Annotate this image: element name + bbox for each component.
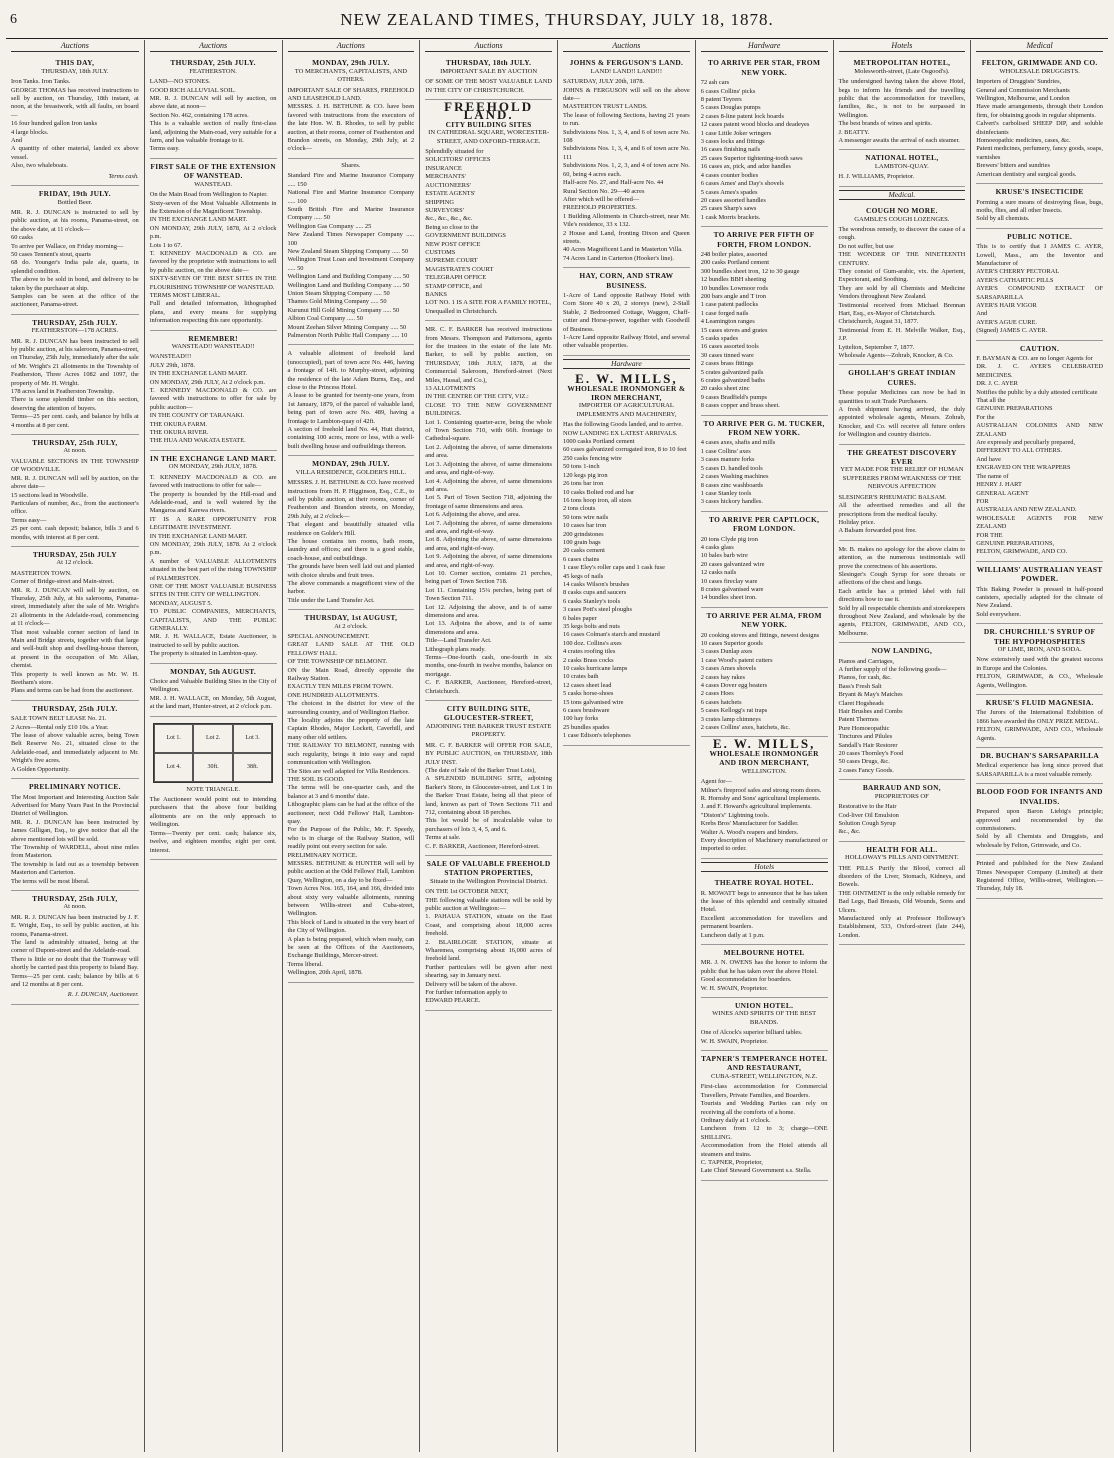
- advertisement: [288, 456, 415, 610]
- ad-subheading: LAMBTON-QUAY.: [874, 162, 929, 170]
- advertisement: [701, 512, 828, 608]
- column-heading: Auctions: [11, 42, 139, 52]
- advertisement: [701, 608, 828, 738]
- ad-heading: THEATRE ROYAL HOTEL.: [714, 878, 814, 888]
- advertisement: [701, 737, 828, 858]
- ad-heading: TO ARRIVE PER FIFTH OF FORTH, FROM LONDON.: [713, 230, 815, 249]
- ad-signature: Terms cash.: [108, 172, 139, 180]
- ad-body: Pianos and Carriages, A further supply of the following goods— Pianos, for cash, &c. Bass's Fresh Salt Bryant & May's Matches Claret Hogsheads Hair Brushes and Combs Patent Thermos Pure Homoeopathic Tinctures and Pilules Sandall's Hair Restorer 20 cases Thornley's Food 50 cases Drugs, &c. 2 cases Fancy Goods.: [838, 657, 947, 774]
- ad-body: Mr. B. makes no apology for the above claim to attention, as the numerous testimonials will prove the correctness of his assertions. Slesinger's Cough Syrup for sore throats or affections of the chest and lungs. Each article has a printed label with full directions how to use it. Sold by all respectable chemists and storekeepers throughout New Zealand, and wholesale by the agents, FELTON, GRIMWADE, AND CO., Melbourne.: [838, 545, 966, 637]
- advertiser-name: E. W. MILLS,: [575, 371, 678, 387]
- ad-body: T. KENNEDY MACDONALD & CO. are favored with instructions to offer for sale— The property is bounded by the Hill-road and Adelaide-road, and is well watered by the Mangaroa and Karewa rivers. IT IS A RARE OPPORTUNITY FOR LEGITIMATE INVESTMENT. IN THE EXCHANGE LAND MART. ON MONDAY, 29th JULY, 1878. At 2 o'clock p.m. A number of VALUABLE ALLOTMENTS situated in the best part of the rising TOWNSHIP of PALMERSTON. ONE OF THE MOST VALUABLE BUSINESS SITES IN THE CITY OF WELLINGTON. MONDAY, AUGUST 5. TO PUBLIC COMPANIES, MERCHANTS, CAPITALISTS, AND THE PUBLIC GENERALLY. MR. J. H. WALLACE, Estate Auctioneer, is instructed to sell by public auction. The property is situated in Lambton-quay.: [149, 473, 277, 658]
- advertisement: [288, 159, 415, 346]
- ad-subheading: WHOLESALE DRUGGISTS.: [999, 67, 1080, 75]
- advertisement: [425, 321, 552, 701]
- ad-heading: WHOLESALE IRONMONGER & IRON MERCHANT,: [567, 383, 686, 403]
- ad-heading: DR. BUCHAN'S SARSAPARILLA: [980, 751, 1100, 761]
- ad-subheading: Shares.: [341, 161, 361, 169]
- ad-body: Now extensively used with the greatest success in Europe and the Colonies. FELTON, GRIMWADE, & CO., Wholesale Agents, Wellington.: [976, 656, 1103, 689]
- ad-heading: SALE OF VALUABLE FREEHOLD STATION PROPERTIES,: [426, 858, 551, 878]
- ad-body: SLESINGER'S RHEUMATIC BALSAM. All the advertised remedies and all the prescriptions from the medical faculty. Holiday price. A Balsam forwarded post free.: [838, 493, 966, 535]
- ad-subheading: IN CATHEDRAL SQUARE, WORCESTER-STREET, AND OXFORD-TERRACE.: [428, 129, 550, 145]
- ad-body: 248 boiler plates, assorted 200 casks Portland cement 300 bundles sheet iron, 12 to 30 gauge 12 bundles BBH sheeting 10 bundles Lowmoor rods 200 bars angle and T iron 1 case patent padlocks 1 case forged nails 4 Leamington ranges 15 cases stoves and grates 5 casks spades 16 cases assorted tools 30 cases tinned ware 2 cases brass fittings 5 crates galvanized pails 6 crates galvanized baths 20 casks sheet zinc 9 cases Bradfield's pumps 8 cases copper and brass sheet.: [700, 250, 800, 410]
- ad-body: MR. R. J. DUNCAN is instructed to sell by public auction, at his rooms, Panama-street, on the above date, at 11 o'clock— 60 casks To arrive per Wallace, on Friday morning— 50 cases Tennent's stout, quarts 68 do. Younger's India pale ale, quarts, in splendid condition. The above to be sold in bond, and delivery to be taken by the purchaser at ship. Samples can be seen at the office of the auctioneer, Panama-street.: [11, 208, 139, 309]
- advertisement: [563, 55, 690, 268]
- ad-subheading: FEATHERSTON—178 ACRES.: [31, 327, 119, 335]
- ad-heading: THURSDAY, 25th JULY,: [32, 893, 118, 903]
- ad-body: Prepared upon Baron Liebig's principle; approved and recommended by the commissioners. Sold by all Chemists and Druggists, and wholesale by Felton, Grimwade, and Co.: [976, 808, 1103, 849]
- ad-subheading: At 12 o'clock.: [56, 559, 94, 567]
- column-1: [6, 40, 144, 1452]
- plan-caption: NOTE TRIANGLE.: [186, 785, 240, 793]
- ad-heading: THE GREATEST DISCOVERY EVER: [847, 447, 957, 467]
- ad-body: SATURDAY, JULY 20th, 1878. JOHNS & FERGUSON will sell on the above date— MASTERTON TRUST LANDS. The lease of following Sections, having 21 years to run. Subdivisions Nos. 1, 3, 4, and 6 of town acre No. 108 Subdivisions Nos. 1, 3, 4, and 6 of town acre No. 111 Subdivisions Nos. 1, 2, 3, and 4 of town acre No. 60, being 4 acres each. Half-acre No. 27, and Half-acre No. 44 Rural Section No. 29—40 acres After which will be offered— FREEHOLD PROPERTIES. 1 Building Allotments in Church-street, near Mr. Vile's residence, 33 x 132. 2 House and Land, fronting Dixon and Queen streets. 40 Acres Magnificent Land in Masterton Villa. 74 Acres Land in Carterton (Hooker's line).: [563, 78, 690, 262]
- ad-subheading: ON MONDAY, 29th JULY, 1878.: [168, 463, 258, 471]
- ad-body: First-class accommodation for Commercial Travellers, Private Families, and Boarders. Tourists and Wedding Parties can rely on receiving all the comforts of a home. Ordinary daily at 1 o'clock. Luncheon from 12 to 3; charge—ONE SHILLING. Accommodation from the Hotel attends all steamers and trains. C. TAPNER, Proprietor, Late Chief Steward Government s.s. Stella.: [700, 1083, 828, 1175]
- ad-body: Importers of Druggists' Sundries, General and Commission Merchants Wellington, Melbourne, and London Have made arrangements, through their London firm, for obtaining goods in regular shipments. Calvert's carbolised SHEEP DIP, and soluble disinfectants Homoeopathic medicines, cases, &c. Patent medicines, perfumery, fancy goods, soaps, varnishes Brewers' bitters and sundries American dentistry and surgical goods.: [976, 78, 1103, 178]
- ad-heading: THURSDAY, 25th JULY.: [32, 703, 118, 713]
- advertisement: [976, 341, 1103, 562]
- advertisement: [150, 664, 277, 717]
- advertisement: [11, 435, 139, 547]
- advertisement: [11, 547, 139, 701]
- ad-body: Has the following Goods landed, and to arrive. NOW LANDING EX LATEST ARRIVALS. 1000 casks Portland cement 60 cases galvanized corrugated iron, 8 to 10 feet 250 casks fencing wire 50 tons 1-inch 120 kegs pig iron 26 tons bar iron 10 casks Bolted rod and bar 16 tons hoop iron, all sizes 2 tons clouts 50 tons wire nails 10 cases bar iron 200 grindstones 100 grain bags 20 casks cement 6 cases chains 1 case Eley's roller caps and 1 cask fuse 45 kegs of nails 14 casks Wilson's brushes 8 casks cups and saucers 6 casks Stanley's tools 3 cases Pott's steel ploughs 6 bales paper 35 kegs bolts and nuts 16 cases Colman's starch and mustard 100 doz. Collins's axes 4 crates roofing tiles 2 casks Brass cocks 10 casks hurricane lamps 10 crates bath 12 cases sheet lead 5 casks horse-shoes 15 tons galvanised wire 6 cases brushware 100 hay forks 25 bundles spades 1 case Edison's telephones: [563, 421, 687, 740]
- ad-body: One of Alcock's superior billiard tables. W. H. SWAIN, Proprietor.: [700, 1029, 803, 1045]
- ad-heading: UNION HOTEL.: [735, 1001, 794, 1011]
- column-4: [419, 40, 557, 1452]
- ad-body: This is to certify that I JAMES C. AYER, Lowell, Mass., am the Inventor and Manufacturer of AYER'S CHERRY PECTORAL AYER'S CATHARTIC PILLS AYER'S COMPOUND EXTRACT OF SARSAPARILLA AYER'S HAIR VIGOR And AYER'S AGUE CURE. (Signed) JAMES C. AYER.: [976, 243, 1103, 335]
- advertisement: [11, 186, 139, 315]
- column-2: [144, 40, 282, 1452]
- ad-body: SALE TOWN BELT LEASE No. 21. 2 Acres—Rental only £10 10s. a Year. The lease of above valuable acres, being Town Belt Reserve No. 21, situated close to the Adelaide-road, and immediately adjacent to Mr. Wright's five acres. A Golden Opportunity.: [11, 715, 139, 773]
- advertisement: [976, 562, 1103, 624]
- ad-heading: THURSDAY, 25th JULY.: [170, 58, 256, 68]
- advertisement: [839, 150, 966, 186]
- ad-heading: MONDAY, 29th JULY.: [312, 58, 390, 68]
- ad-body: MESSRS. J. H. BETHUNE & CO. have received instructions from H. P. Higginson, Esq., C.E., to sell by public auction, at their rooms, corner of Featherston and Brandon streets, on Monday, 29th July, at 2 o'clock— That elegant and beautifully situated villa residence on Golder's Hill. The house contains ten rooms, bath room, laundry and offices; and there is a good stable, coach-house, and outbuildings. The grounds have been well laid out and planted with choice shrubs and fruit trees. The above commands a magnificent view of the harbor. Title under the Land Transfer Act.: [287, 479, 415, 604]
- ad-subheading: WANSTEAD.: [194, 180, 233, 188]
- advertisement: [563, 372, 690, 745]
- ad-heading: THURSDAY, 25th JULY: [32, 549, 117, 559]
- ad-heading: BLOOD FOOD FOR INFANTS AND INVALIDS.: [976, 787, 1103, 806]
- ad-body: MR. J. N. OWENS has the honor to inform the public that he has taken over the above Hotel. Good accommodation for boarders. W. H. SWAIN, Proprietor.: [700, 959, 828, 992]
- column-5: [557, 40, 695, 1452]
- ad-subheading: HOLLOWAY'S PILLS AND OINTMENT.: [845, 854, 959, 862]
- advertisement: [150, 717, 277, 860]
- ad-body: F. BAYMAN & CO. are no longer Agents for DR. J. C. AYER'S CELEBRATED MEDICINES. DR. J. C. AYER Notifies the public by a duly attested certificate That all the GENUINE PREPARATIONS For the AUSTRALIAN COLONIES AND NEW ZEALAND Are expressly and peculiarly prepared, DIFFERENT TO ALL OTHERS. And have ENGRAVED ON THE WRAPPERS The name of HENRY J. HART GENERAL AGENT FOR AUSTRALIA AND NEW ZEALAND. WHOLESALE AGENTS FOR NEW ZEALAND FOR THE GENUINE PREPARATIONS, FELTON, GRIMWADE, AND CO.: [976, 355, 1103, 556]
- plan-lot: 38ft.: [233, 753, 272, 782]
- advertisement: [150, 55, 277, 158]
- ad-body: WANSTEAD!!! JULY 29th, 1878. IN THE EXCHANGE LAND MART. ON MONDAY, 29th JULY, At 2 o'clock p.m. T. KENNEDY MACDONALD & CO. are favored with instructions to offer for sale by public auction— IN THE COUNTY OF TARANAKI. THE OKURA FARM. THE OKURA RIVER. THE HUA AND WAKATA ESTATE.: [149, 353, 277, 445]
- ad-subheading: IMPORTER OF AGRICULTURAL IMPLEMENTS AND MACHINERY,: [576, 402, 677, 418]
- section-heading: Medical.: [839, 190, 966, 200]
- advertisement: [976, 695, 1103, 748]
- ad-body: VALUABLE SECTIONS IN THE TOWNSHIP OF WOODVILLE. MR. R. J. DUNCAN will sell by auction, on the above date— 15 sections lead in Woodville. Particulars of number, &c., from the auctioneer's office. Terms easy— 25 per cent. cash deposit; balance, bills 3 and 6 months, with interest at 8 per cent.: [11, 457, 139, 541]
- masthead: [0, 0, 1114, 40]
- ad-body: A valuable allotment of freehold land (unoccupied), part of town acre No. 446, having a frontage of 14ft. to Murphy-street, adjoining the residence of the late Adam Burns, Esq., and close to the Princess Hotel. A lease to be granted for twenty-one years, from 1st January, 1879, of the parcel of valuable land, being part of town acre No. 489, having a frontage to Lambton-quay of 42ft. A section of freehold land No. 44, Hutt district, containing 100 acres, more or less, with a well-built dwelling house and outbuildings thereon.: [287, 350, 415, 450]
- ad-body: The Jurors of the International Exhibition of 1866 have awarded the ONLY PRIZE MEDAL. FELTON, GRIMWADE, AND CO., Wholesale Agents.: [976, 709, 1103, 742]
- ad-heading: NATIONAL HOTEL,: [865, 153, 939, 163]
- ad-subheading: THURSDAY, 18th JULY.: [41, 67, 109, 75]
- ad-subheading: LAND! LAND!! LAND!!!: [590, 67, 663, 75]
- ad-heading: HEALTH FOR ALL.: [866, 844, 938, 854]
- ad-subheading: WELLINGTON.: [741, 767, 787, 775]
- advertisement: [11, 315, 139, 435]
- ad-body: MR. R. J. DUNCAN has been instructed to sell by public auction, at his saleroom, Panama-street, on Thursday, 25th July, immediately after the sale of Mr. Wright's 21 allotments in the Township of Featherston, Three Acres 1082 and 1097, the property of Mr. H. Wright. 178 acres land in Featherston Township. There is some splendid timber on this section, deserving the attention of buyers. Terms—25 per cent. cash, and balance by bills at 4 months at 8 per cent.: [11, 337, 139, 429]
- ad-subheading: Situate in the Wellington Provincial District.: [429, 877, 548, 885]
- ad-body: MR. C. F. BARKER will OFFER FOR SALE, BY PUBLIC AUCTION, on THURSDAY, 18th JULY INST. (The date of Sale of the Barker Trust Lots), A SPLENDID BUILDING SITE, adjoining Barker's Store, in Gloucester-street, and Lot 1 in the Barker Trust Estate, being all that piece of land, known as part of Town Sections 711 and 712, containing about 18 perches. This lot would be of incalculable value to purchasers of lots 3, 4, 5, and 6. Terms at sale. C. F. BARKER, Auctioneer, Hereford-street.: [425, 741, 552, 850]
- ad-heading: JOHNS & FERGUSON'S LAND.: [569, 58, 684, 68]
- ad-heading: MONDAY, 29th JULY.: [312, 459, 390, 469]
- advertisement: [288, 55, 415, 158]
- ad-body: On the Main Road from Wellington to Napier. Sixty-seven of the Most Valuable Allotments in the Extension of the Magnificent Township. IN THE EXCHANGE LAND MART. ON MONDAY, 29th JULY, 1878, At 2 o'clock p.m. Lots 1 to 67. T. KENNEDY MACDONALD & CO. are favored by the proprietor with instructions to sell by public auction, on the above date— SIXTY-SEVEN OF THE BEST SITES IN THE FLOURISHING TOWNSHIP OF WANSTEAD. TERMS MOST LIBERAL. Full and detailed information, lithographed plans, and every means for supplying information respecting this rare opportunity.: [149, 191, 277, 325]
- column-7: [833, 40, 971, 1452]
- ad-body: OF SOME OF THE MOST VALUABLE LAND IN THE CITY OF CHRISTCHURCH.: [425, 78, 552, 94]
- advertisement: [839, 541, 966, 643]
- ad-heading: BARRAUD AND SON,: [862, 783, 941, 793]
- ad-body: 1-Acre of Land opposite Railway Hotel with Corn Store 40 x 20, 2 storeys (new), 2-Stall Stable, 2 Bedroomed Cottage, Waggon, Chaff-cutter and Horse-power, together with Goodwill of Business. 1-Acre Land opposite Railway Hotel, and several other valuable properties.: [563, 291, 690, 350]
- advertisement: [976, 229, 1103, 341]
- ad-subheading: FEATHERSTON.: [189, 67, 237, 75]
- advertisement: [976, 855, 1103, 899]
- advertisement: [839, 842, 966, 945]
- ad-heading: IN THE EXCHANGE LAND MART.: [150, 453, 277, 463]
- advertisement: [701, 55, 828, 227]
- ad-heading: THIS DAY,: [55, 58, 95, 68]
- advertisement: [150, 159, 277, 331]
- ad-heading: FRIDAY, 19th JULY.: [38, 189, 111, 199]
- advertisement: [976, 184, 1103, 229]
- ad-subheading: WINES AND SPIRITS OF THE BEST BRANDS.: [712, 1010, 817, 1026]
- ad-heading: KRUSE'S INSECTICIDE: [995, 187, 1084, 197]
- advertisement: [701, 416, 828, 512]
- ad-heading: PUBLIC NOTICE.: [1007, 231, 1073, 241]
- advertisement: [11, 701, 139, 779]
- ad-subheading: TO MERCHANTS, CAPITALISTS, AND OTHERS.: [294, 67, 408, 84]
- ad-body: Printed and published for the New Zealand Times Newspaper Company (Limited) at their Registered Office, Willis-street, Wellington.—Thursday, July 18.: [976, 860, 1103, 893]
- column-heading: Auctions: [150, 42, 277, 52]
- ad-body: LAND—NO STONES. GOOD RICH ALLUVIAL SOIL. MR. R. J. DUNCAN will sell by auction, on above date, at noon— Section No. 462, containing 178 acres. This is a valuable section of really first-class land, adjoining the Main-road, very suitable for a farm, and has valuable frontage to it. Terms easy.: [149, 78, 277, 153]
- advertisement: [288, 610, 415, 982]
- section-heading: Hardware: [563, 359, 690, 369]
- ad-heading: DR. CHURCHILL'S SYRUP OF THE HYPOPHOSPHITES: [983, 627, 1096, 646]
- ad-subheading: At noon.: [63, 447, 87, 455]
- ad-heading: THURSDAY, 25th JULY,: [32, 438, 118, 448]
- advertisement: [150, 331, 277, 451]
- advertisement: [701, 227, 828, 416]
- ad-subheading: CUBA-STREET, WELLINGTON, N.Z.: [711, 1072, 818, 1080]
- advertisement: [150, 451, 277, 664]
- advertisement: [839, 445, 966, 541]
- ad-body: H. J. WILLIAMS, Proprietor.: [838, 173, 915, 181]
- column-heading: Hotels: [839, 42, 966, 52]
- lot-plan-diagram: [153, 723, 273, 783]
- ad-heading: WILLIAMS' AUSTRALIAN YEAST POWDER.: [976, 564, 1103, 584]
- ad-subheading: OF LIME, IRON, AND SODA.: [997, 646, 1082, 653]
- ad-heading: COUGH NO MORE.: [866, 206, 938, 216]
- ad-body: 72 ash cars 6 cases Collins' picks 8 patent Teyrers 5 cases Douglas pumps 2 cases 8-line patent lock boards 12 cases patent wood blocks and deadeyes 1 case Little Joker wringers 3 cases locks and fittings 16 cases finishing nails 25 cases Superior tightening-tooth saws 16 cases ax, pick, and adze handles 4 cases counter bodies 6 cases Ames' and Day's shovels 5 cases Ames's spades 20 cases assorted handles 25 cases Sharp's saws 1 cask Morris brackets.: [700, 79, 810, 221]
- ad-body: MR. C. F. BARKER has received instructions from Messrs. Thompson and Pattersons, agents for the trustees in the estate of the late Mr. Barker, to sell by public auction, on THURSDAY, 18th JULY, 1878, at the Commercial Saleroom, Hereford-street (Next Miles, Hassal, and Co.), 13 ALLOTMENTS IN THE CENTRE OF THE CITY, VIZ.: CLOSE TO THE NEW GOVERNMENT BUILDINGS. Lot 1. Containing quarter-acre, being the whole of Town Section 710, with 66ft. frontage to Cathedral-square. Lot 2. Adjoining the above, of same dimensions and area. Lot 3. Adjoining the above, of same dimensions and area, and right-of-way. Lot 4. Adjoining the above, of same dimensions and area. Lot 5. Part of Town Section 718, adjoining the frontage of same dimensions and area. Lot 6. Adjoining the above, and area. Lot 7. Adjoining the above, of same dimensions and area, and right-of-way. Lot 8. Adjoining the above, of same dimensions and area, and right-of-way. Lot 9. Adjoining the above, of same dimensions and area, and right-of-way. Lot 10. Corner section, contains 21 perches, being part of Town Section 718. Lot 11. Containing 15¼ perches, being part of Town Section 711. Lot 12. Adjoining the above, and is of same dimensions and area. Lot 13. Adjoins the above, and is of same dimensions and area. Title—Land Transfer Act. Lithograph plans ready. Terms—One-fourth cash, one-fourth in six months, one-fourth in twelve months, balance on mortgage. C. F. BARKER, Auctioneer, Hereford-street, Christchurch.: [425, 326, 552, 695]
- ad-body: Forming a sure means of destroying fleas, bugs, moths, flies, and all other Insects. Sold by all chemists.: [976, 198, 1103, 223]
- advertisement: [11, 55, 139, 186]
- advertisement: [839, 780, 966, 841]
- ad-subheading: VILLA RESIDENCE, GOLDER'S HILL.: [295, 468, 407, 476]
- advertiser-name: E. W. MILLS,: [712, 736, 816, 752]
- ad-body: Choice and Valuable Building Sites in the City of Wellington. MR. J. H. WALLACE, on Monday, 5th August, at the land mart, Hunter-street, at 2 o'clock p.m.: [149, 678, 277, 711]
- column-6: [695, 40, 833, 1452]
- ad-heading: PRELIMINARY NOTICE.: [28, 782, 121, 792]
- ad-heading: MELBOURNE HOTEL: [723, 948, 805, 957]
- ad-heading: NOW LANDING,: [871, 646, 933, 656]
- ad-heading: CITY BUILDING SITE, GLOUCESTER-STREET,: [443, 704, 534, 723]
- ad-signature: R. J. DUNCAN, Auctioneer.: [67, 991, 139, 999]
- ad-body: The undersigned having taken the above Hotel, begs to inform his friends and the travelling public that the accommodation for travellers, families, &c., is not to be surpassed in Wellington. The best brands of wines and spirits. J. BEATTY. A messenger awaits the arrival of each steamer.: [838, 78, 966, 145]
- advertisement: [563, 268, 690, 356]
- ad-heading: TO ARRIVE PER G. M. TUCKER, FROM NEW YORK.: [703, 418, 825, 438]
- plan-lot: Lot 3.: [233, 724, 272, 753]
- ad-body: This Baking Powder is pressed in half-pound canisters, specially adapted for the climate of New Zealand. Sold everywhere.: [976, 585, 1103, 618]
- advertisement: [288, 345, 415, 456]
- ad-body: Restorative to the Hair Cod-liver Oil Emulsion Solution Cough Syrup &c., &c.: [838, 803, 899, 836]
- ad-heading: TAPNER'S TEMPERANCE HOTEL AND RESTAURANT,: [701, 1054, 828, 1073]
- column-heading: Auctions: [425, 42, 552, 52]
- ad-body: The wondrous remedy, to discover the cause of a cough. Do not suffer, but use THE WONDER OF THE NINETEENTH CENTURY. They consist of Gum-arabic, vix. the Aperient, Expectorant, and Soothing. They are sold by all Chemists and Medicine Vendors throughout New Zealand. Testimonial received from Michael Brennan Hart, Esq., ex-Mayor of Christchurch. Christchurch, August 31, 1877. Testimonial from E. H. Melville Walker, Esq., J.P. Lyttelton, September 7, 1877. Wholesale Agents—Zohrab, Knocker, & Co.: [838, 225, 966, 359]
- page-number: 6: [10, 12, 17, 27]
- ad-body: Iron Tanks. Iron Tanks. GEORGE THOMAS has received instructions to sell by auction, on Thursday, 18th instant, at noon, at the breastwork, with all faults, on board— 16 four hundred gallon Iron tanks 4 large blocks. And A quantity of other material, landed ex above vessel. Also, two whaleboats.: [11, 78, 139, 170]
- ad-body: ON THE 1st OCTOBER NEXT, THE following valuable stations will be sold by public auction at Wellington:— 1. PAHAUA STATION, situate on the East Coast, and comprising about 18,000 acres freehold. 2. BLAIRLOGIE STATION, situate at Wharemea, comprising about 16,000 acres of freehold land. Further particulars will be given after next shearing, say in January next. Delivery will be taken of the above. For further information apply to EDWARD PEARCE.: [425, 888, 552, 1005]
- advertisement: [425, 856, 552, 1011]
- section-heading: Hotels: [701, 862, 828, 872]
- advertisement: [701, 945, 828, 998]
- ad-heading: REMEMBER!: [188, 333, 238, 343]
- newspaper-title: NEW ZEALAND TIMES, THURSDAY, JULY 18, 1878.: [340, 10, 774, 29]
- column-8: [970, 40, 1108, 1452]
- ad-heading: CITY BUILDING SITES: [445, 119, 532, 129]
- advertisement: [701, 1051, 828, 1181]
- column-heading: Auctions: [288, 42, 415, 52]
- advertiser-name: FREEHOLD LAND.: [444, 99, 534, 123]
- plan-lot: Lot 2.: [193, 724, 232, 753]
- ad-body: Medical experience has long since proved that SARSAPARILLA is a most valuable remedy.: [976, 762, 1103, 778]
- ad-body: 20 tons Clyde pig iron 4 casks glass 10 bales barb wire 20 cases galvanized wire 12 casks nails 10 cases fireclay ware 8 crates galvanised ware 14 bundles sheet iron.: [700, 535, 765, 602]
- ad-heading: TO ARRIVE PER ALMA, FROM NEW YORK.: [706, 610, 822, 630]
- ad-heading: FIRST SALE OF THE EXTENSION OF WANSTEAD.: [150, 161, 276, 181]
- masthead-rule: [6, 38, 1108, 39]
- ad-body: IMPORTANT SALE OF SHARES, FREEHOLD AND LEASEHOLD LAND. MESSRS. J. H. BETHUNE & CO. have been favored with instructions from the executors of the late Hon. W. B. Rhodes, to sell by public auction, at their rooms, corner of Featherston and Brandon streets, on Monday, 29th July, at 2 o'clock—: [287, 86, 415, 153]
- advertisement: [11, 779, 139, 891]
- ad-body: The Auctioneer would point out to intending purchasers that the above four building allotments are on the only approach to Wellington. Terms—Twenty per cent. cash; balance six, twelve, and eighteen months; eight per cent. interest.: [149, 796, 277, 854]
- column-heading: Hardware: [701, 42, 828, 52]
- ad-body: The Most Important and Interesting Auction Sale Advertised for Many Years Past In the Provincial District of Wellington. MR. R. J. DUNCAN has been instructed by James Gilligan, Esq., to give notice that all the above mentioned lots will be sold. The Township of WARDELL, about nine miles from Masterton. The township is laid out as a township between Masterton and Carterton. The terms will be most liberal.: [11, 793, 139, 885]
- ad-subheading: ADJOINING THE BARKER TRUST ESTATE PROPERTY.: [425, 722, 552, 739]
- ad-body: SPECIAL ANNOUNCEMENT. GREAT LAND SALE AT THE OLD FELLOWS' HALL OF THE TOWNSHIP OF BELMONT. ON the Main Road, directly opposite the Railway Station. EXACTLY TEN MILES FROM TOWN. ONE HUNDRED ALLOTMENTS. The choicest in the district for view of the surrounding country, and of Wellington Harbor. The locality adjoins the property of the late Captain Rhodes, Major Lockett, Caverhill, and many other old settlers. THE RAILWAY TO BELMONT, running with such regularity, brings it into easy and rapid communication with Wellington. The Sites are well adapted for Villa Residences. THE SOIL IS GOOD. The terms will be one-quarter cash, and the balance at 3 and 6 months' date. Lithographic plans can be had at the office of the auctioneer, next Odd Fellows' Hall, Lambton-quay. For the Purpose of the Public, Mr. F. Speedy, who is in charge of the Railway Station, will readily point out every section for sale. PRELIMINARY NOTICE. MESSRS. BETHUNE & HUNTER will sell by public auction at the Odd Fellows' Hall, Lambton Quay, Wellington, on a day to be fixed— Town Acres Nos. 165, 164, and 166, divided into about sixty very valuable allotments, running between Willis-street and Cuba-street, Wellington. This block of Land is situated in the very heart of the City of Wellington. A plan is being prepared, which when ready, can be seen at the Offices of the Auctioneers, Exchange Buildings, Mercer-street. Terms liberal. Wellington, 20th April, 1878.: [287, 633, 415, 977]
- ad-body: Agent for— Milner's fireproof safes and strong room doors. R. Hornsby and Sons' agricultural implements. J. and F. Howard's agricultural implements. "Diston's" Lightning tools. Krebs Bros' Manufacturer for Saddler. Walter A. Wood's reapers and binders. Every description of Machinery manufactured or imported to order.: [700, 778, 828, 853]
- ad-subheading: IMPORTANT SALE BY AUCTION: [440, 67, 538, 75]
- ad-heading: TO ARRIVE PER STAR, FROM NEW YORK.: [707, 58, 821, 77]
- ad-heading: GHOLLAH'S GREAT INDIAN CURES.: [848, 368, 956, 387]
- advertisement: [976, 55, 1103, 184]
- ad-subheading: GAMBLE'S COUGH LOZENGES.: [854, 215, 950, 223]
- ad-heading: THURSDAY, 1st AUGUST,: [304, 613, 398, 623]
- advertisement: [839, 55, 966, 150]
- advertisement: [701, 998, 828, 1051]
- ad-heading: KRUSE'S FLUID MAGNESIA.: [985, 698, 1094, 708]
- advertisement: [976, 748, 1103, 784]
- plan-lot: 30ft.: [193, 753, 232, 782]
- ad-heading: METROPOLITAN HOTEL,: [853, 58, 951, 68]
- advertisement: [839, 203, 966, 365]
- ad-body: Splendidly situated for SOLICITORS' OFFICES INSURANCE MERCHANTS' AUCTIONEERS' ESTATE AGENTS' SHIPPING SURVEYORS' &c., &c., &c., &c. Being so close to the GOVERNMENT BUILDINGS NEW POST OFFICE CUSTOMS SUPREME COURT MAGISTRATE'S COURT TELEGRAPH OFFICE STAMP OFFICE, and BANKS LOT NO. 1 IS A SITE FOR A FAMILY HOTEL, Unequalled in Christchurch.: [425, 148, 552, 315]
- advertisement: [425, 100, 552, 321]
- ad-heading: TO ARRIVE PER CAPTLOCK, FROM LONDON.: [709, 514, 820, 534]
- ad-heading: THURSDAY, 25th JULY.: [32, 317, 118, 327]
- ad-body: MASTERTON TOWN. Corner of Bridge-street and Main-street. MR. R. J. DUNCAN will sell by auction, on Thursday, 25th July, at his salerooms, Panama-street, immediately after the sale of Mr. Wright's 21 allotments in the Adelaide-road, commencing at 11 o'clock— That most valuable corner section of land in Main and Bridge streets, together with that large and well-built shop and dwelling-house thereon, at present in the occupation of Mr. Allan, chemist. This property is well known as Mr. W. H. Beetham's store. Plans and terms can be had from the auctioneer.: [11, 569, 139, 695]
- ad-heading: HAY, CORN, AND STRAW BUSINESS.: [579, 271, 674, 290]
- ad-subheading: At noon.: [63, 903, 87, 911]
- columns-container: [6, 40, 1108, 1452]
- ad-body: 20 cooking stoves and fittings, newest designs 10 cases Superior goods 3 cases Dunlap axes 1 case Wood's patent cutters 3 cases Ames shovels 2 cases hay rakes 4 cases Dover egg beaters 2 cases Hoes 6 cases hatchets 5 cases Kellogg's rat traps 3 crates lamp chimneys 2 cases Collins' axes, hatchets, &c.: [700, 631, 820, 732]
- column-3: [282, 40, 420, 1452]
- ad-heading: CAUTION.: [1020, 343, 1060, 353]
- advertisement: [839, 643, 966, 780]
- ad-subheading: Molesworth-street, (Late Osgood's).: [854, 67, 950, 75]
- ad-subheading: WANSTEAD!! WANSTEAD!!: [171, 343, 255, 350]
- advertisement: [839, 365, 966, 444]
- advertisement: [425, 701, 552, 856]
- ad-heading: THURSDAY, 18th JULY.: [445, 58, 532, 68]
- ad-heading: MONDAY, 5th AUGUST.: [170, 666, 257, 676]
- ad-body: These popular Medicines can now be had in quantities to suit Trade Purchasers. A fresh shipment having arrived, the duly appointed wholesale agents, Messrs. Zohrab, Knocker, and Co. will receive all future orders for Wellington and country districts.: [838, 389, 966, 439]
- share-list: Standard Fire and Marine Insurance Company ..... 150 National Fire and Marine Insurance Company ..... 100 South British Fire and Marine Insurance Company ..... 50 Wellington Gas Company ..... 25 New Zealand Times Newspaper Company ..... 100 New Zealand Steam Shipping Company ..... 50 Wellington Trust Loan and Investment Company ..... 50 Wellington Land and Building Company ..... 50 Wellington Land and Building Company ..... 50 Union Steam Shipping Company ..... 50 Thames Gold Mining Company ..... 50 Kurunui Hill Gold Mining Company ..... 50 Albion Coal Company ..... 50 Mount Zeehan Silver Mining Company ..... 50 Palmerston North Public Hall Company ..... 10: [287, 172, 415, 339]
- advertisement: [701, 875, 828, 945]
- ad-subheading: YET MADE FOR THE RELIEF OF HUMAN SUFFERERS FROM WEAKNESS OF THE NERVOUS AFFECTION: [840, 466, 964, 491]
- ad-subheading: Bottled Beer.: [57, 198, 93, 206]
- plan-lot: Lot 1.: [154, 724, 193, 753]
- ad-heading: WHOLESALE IRONMONGER AND IRON MERCHANT,: [709, 748, 819, 768]
- ad-heading: FELTON, GRIMWADE AND CO.: [981, 58, 1098, 68]
- advertisement: [11, 891, 139, 1005]
- ad-body: THE PILLS Purify the Blood, correct all disorders of the Liver, Stomach, Kidneys, and Bowels. THE OINTMENT is the only reliable remedy for Bad Legs, Bad Breasts, Old Wounds, Sores and Ulcers. Manufactured only at Professor Holloway's Establishment, 533, Oxford-street (late 244), London.: [838, 864, 966, 939]
- ad-subheading: PROPRIETORS OF: [874, 792, 929, 800]
- advertisement: [976, 624, 1103, 695]
- column-heading: Auctions: [563, 42, 690, 52]
- column-heading: Medical: [976, 42, 1103, 52]
- ad-body: MR. R. J. DUNCAN has been instructed by J. F. E. Wright, Esq., to sell by public auction, at his rooms, Panama-street. The land is admirably situated, being at the corner of Dupont-street and the Adelaide-road. There is little or no doubt that the Tramway will shortly be carried past this property to Island Bay. Terms—25 per cent. cash; balance by bills at 6 and 12 months at 8 per cent.: [11, 913, 139, 989]
- advertisement: [425, 55, 552, 100]
- advertisement: [976, 784, 1103, 855]
- ad-body: 4 cases axes, shafts and mills 1 case Collins' axes 3 cases manure forks 5 cases D. handled tools 2 cases Washing machines 8 cases zinc washboards 1 case Stanley tools 3 cases hickory handles.: [700, 439, 776, 506]
- ad-subheading: At 2 o'clock.: [334, 622, 368, 630]
- plan-lot: Lot 4.: [154, 753, 193, 782]
- ad-body: R. MOWATT begs to announce that he has taken the lease of this splendid and centrally situated Hotel. Excellent accommodation for travellers and permanent boarders. Luncheon daily at 1 p.m.: [700, 889, 828, 939]
